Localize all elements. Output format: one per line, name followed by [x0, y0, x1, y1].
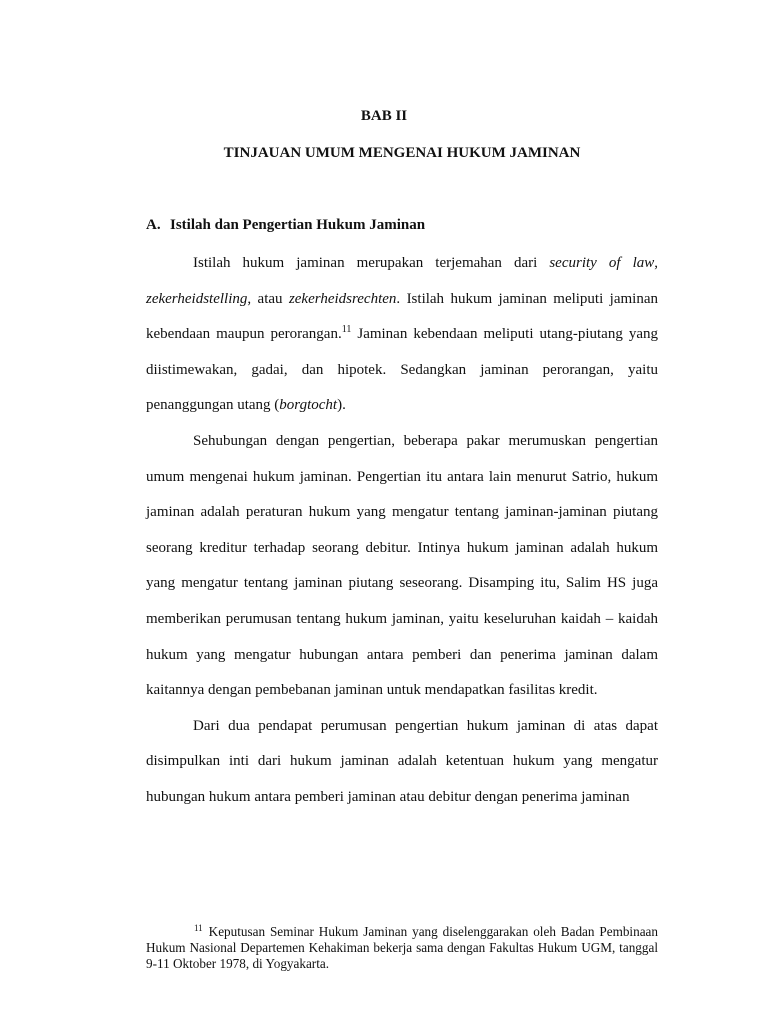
paragraph-2: Sehubungan dengan pengertian, beberapa pakar merumuskan pengertian umum mengenai hukum jaminan. Pengertian itu antara lain menurut Satrio, hukum jaminan adalah peraturan hukum yang mengatur tentang jaminan-jaminan piutang seorang kreditur terhadap seorang debitur. Intinya hukum jaminan adalah hukum yang mengatur tentang jaminan piutang seseorang. Disamping itu, Salim HS juga memberikan perumusan tentang hukum jaminan, yaitu keseluruhan kaidah – kaidah hukum yang mengatur hubungan antara pemberi dan penerima jaminan dalam kaitannya dengan pembebanan jaminan untuk mendapatkan fasilitas kredit. [146, 432, 658, 699]
paragraph-1-text: . Istilah hukum jaminan meliputi jaminan kebendaan maupun perorangan. [146, 290, 659, 343]
paragraph-3: Dari dua pendapat perumusan pengertian hukum jaminan di atas dapat disimpulkan inti dari hukum jaminan adalah ketentuan hukum yang mengatur hubungan hukum antara pemberi jaminan atau debitur dengan penerima jaminan [146, 717, 658, 805]
footnote-number: 11 [194, 923, 203, 933]
paragraph-1 [146, 246, 658, 424]
section-title: Istilah dan Pengertian Hukum Jaminan [170, 217, 426, 233]
chapter-label: BAB II [360, 108, 408, 124]
section-heading [146, 217, 425, 234]
footnote-text: Keputusan Seminar Hukum Jaminan yang diselenggarakan oleh Badan Pembinaan Hukum Nasional Departemen Kehakiman bekerja sama dengan Fakultas Hukum UGM, tanggal 9-11 Oktober 1978, di Yogyakarta. [146, 924, 658, 971]
paragraph-1-text: Istilah hukum jaminan merupakan terjemahan dari [193, 255, 550, 271]
italic-term-borgtocht: borgtocht [279, 397, 338, 414]
footnote-reference: 11 [341, 324, 352, 336]
body-text [146, 246, 658, 816]
footnote [146, 924, 658, 972]
chapter-title: TINJAUAN UMUM MENGENAI HUKUM JAMINAN [223, 145, 581, 161]
paragraph-1-text: Jaminan kebendaan meliputi utang-piutang yang diistimewakan, gadai, dan hipotek. Sedangkan jaminan perorangan, yaitu penanggungan utang ( [146, 326, 658, 414]
italic-term-zekerheidsrechten: zekerheidsrechten [288, 290, 397, 307]
italic-term-security-of-law: security of law [549, 255, 655, 271]
italic-term-zekerheidstelling: zekerheidstelling [146, 290, 248, 307]
section-number: A. [146, 217, 161, 233]
paragraph-1-text: , atau [247, 290, 289, 307]
paragraph-1-text: ). [337, 397, 346, 414]
paragraph-1-text: , [654, 255, 659, 271]
